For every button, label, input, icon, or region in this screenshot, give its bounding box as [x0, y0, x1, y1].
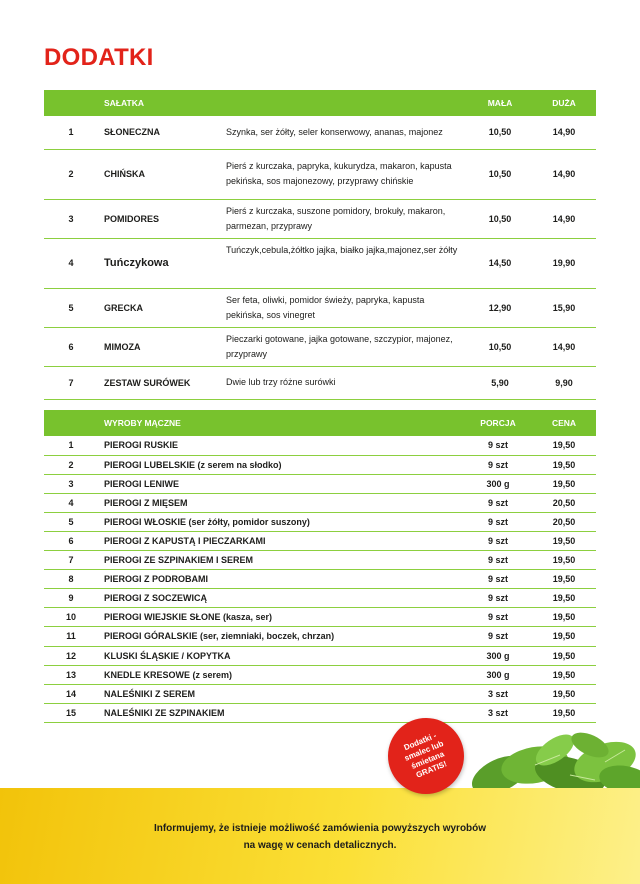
item-number: 9 — [44, 589, 98, 608]
price-large: 14,90 — [532, 149, 596, 199]
table-row — [44, 684, 596, 703]
item-name: PIEROGI Z SOCZEWICĄ — [98, 589, 464, 608]
item-description: Ser feta, oliwki, pomidor świeży, papryka, kapusta pekińska, sos vinegret — [226, 288, 468, 327]
item-number: 13 — [44, 665, 98, 684]
pastry-header-price: CENA — [532, 410, 596, 436]
pastry-rows — [44, 436, 596, 722]
item-portion: 9 szt — [464, 455, 532, 474]
item-number: 2 — [44, 149, 98, 199]
item-portion: 9 szt — [464, 627, 532, 646]
price-large: 19,90 — [532, 238, 596, 288]
table-row — [44, 570, 596, 589]
table-row — [44, 551, 596, 570]
salads-header-small: MAŁA — [468, 90, 532, 116]
item-name: PIEROGI LUBELSKIE (z serem na słodko) — [98, 455, 464, 474]
item-price: 19,50 — [532, 684, 596, 703]
item-description: Tuńczyk,cebula,żółtko jajka, białko jajka,majonez,ser żółty — [226, 238, 468, 288]
table-row — [44, 589, 596, 608]
table-row — [44, 474, 596, 493]
salads-header-row — [44, 90, 596, 116]
item-description: Pieczarki gotowane, jajka gotowane, szczypior, majonez, przyprawy — [226, 327, 468, 366]
item-name: PIEROGI RUSKIE — [98, 436, 464, 455]
item-portion: 3 szt — [464, 703, 532, 722]
item-number: 3 — [44, 474, 98, 493]
item-number: 2 — [44, 455, 98, 474]
price-small: 10,50 — [468, 199, 532, 238]
item-price: 19,50 — [532, 665, 596, 684]
pastry-table — [44, 410, 596, 723]
item-portion: 9 szt — [464, 512, 532, 531]
table-row — [44, 646, 596, 665]
item-price: 19,50 — [532, 436, 596, 455]
item-portion: 300 g — [464, 665, 532, 684]
table-row — [44, 531, 596, 550]
item-price: 20,50 — [532, 493, 596, 512]
table-row — [44, 627, 596, 646]
item-price: 20,50 — [532, 512, 596, 531]
footer-line-2: na wagę w cenach detalicznych. — [243, 840, 397, 851]
item-portion: 9 szt — [464, 551, 532, 570]
item-portion: 9 szt — [464, 570, 532, 589]
item-number: 14 — [44, 684, 98, 703]
item-name: PIEROGI Z KAPUSTĄ I PIECZARKAMI — [98, 531, 464, 550]
price-small: 12,90 — [468, 288, 532, 327]
item-portion: 300 g — [464, 646, 532, 665]
footer-banner — [0, 788, 640, 884]
item-description: Pierś z kurczaka, papryka, kukurydza, makaron, kapusta pekińska, sos majonezowy, przyprawy chińskie — [226, 149, 468, 199]
item-name: POMIDORES — [98, 199, 226, 238]
price-large: 14,90 — [532, 116, 596, 149]
item-number: 3 — [44, 199, 98, 238]
item-price: 19,50 — [532, 703, 596, 722]
item-price: 19,50 — [532, 474, 596, 493]
item-number: 7 — [44, 366, 98, 399]
table-row — [44, 493, 596, 512]
item-portion: 9 szt — [464, 531, 532, 550]
item-price: 19,50 — [532, 551, 596, 570]
price-small: 5,90 — [468, 366, 532, 399]
item-name: PIEROGI LENIWE — [98, 474, 464, 493]
item-name: ZESTAW SURÓWEK — [98, 366, 226, 399]
item-name: PIEROGI ZE SZPINAKIEM I SEREM — [98, 551, 464, 570]
item-portion: 9 szt — [464, 589, 532, 608]
item-name: PIEROGI Z MIĘSEM — [98, 493, 464, 512]
table-row — [44, 665, 596, 684]
item-number: 8 — [44, 570, 98, 589]
item-name: CHIŃSKA — [98, 149, 226, 199]
pastry-header-portion: PORCJA — [464, 410, 532, 436]
item-price: 19,50 — [532, 589, 596, 608]
item-price: 19,50 — [532, 627, 596, 646]
item-name: PIEROGI GÓRALSKIE (ser, ziemniaki, boczek, chrzan) — [98, 627, 464, 646]
item-name: MIMOZA — [98, 327, 226, 366]
spinach-leaves-image — [460, 720, 640, 795]
item-description: Pierś z kurczaka, suszone pomidory, brokuły, makaron, parmezan, przyprawy — [226, 199, 468, 238]
item-name: NALEŚNIKI Z SEREM — [98, 684, 464, 703]
table-row — [44, 436, 596, 455]
item-name: PIEROGI WŁOSKIE (ser żółty, pomidor suszony) — [98, 512, 464, 531]
item-number: 4 — [44, 493, 98, 512]
table-row — [44, 116, 596, 149]
price-small: 10,50 — [468, 116, 532, 149]
item-price: 19,50 — [532, 570, 596, 589]
salads-table — [44, 90, 596, 400]
item-price: 19,50 — [532, 646, 596, 665]
item-name: PIEROGI Z PODROBAMI — [98, 570, 464, 589]
price-large: 14,90 — [532, 199, 596, 238]
table-row — [44, 327, 596, 366]
table-row — [44, 366, 596, 399]
table-row — [44, 288, 596, 327]
salads-header-large: DUŻA — [532, 90, 596, 116]
pastry-header-row — [44, 410, 596, 436]
item-number: 5 — [44, 512, 98, 531]
item-name: NALEŚNIKI ZE SZPINAKIEM — [98, 703, 464, 722]
item-name: GRECKA — [98, 288, 226, 327]
table-row — [44, 455, 596, 474]
price-small: 10,50 — [468, 149, 532, 199]
item-number: 5 — [44, 288, 98, 327]
item-number: 1 — [44, 436, 98, 455]
table-row — [44, 149, 596, 199]
item-portion: 9 szt — [464, 493, 532, 512]
item-number: 15 — [44, 703, 98, 722]
item-price: 19,50 — [532, 531, 596, 550]
page-title: DODATKI — [44, 44, 154, 71]
item-description: Dwie lub trzy różne surówki — [226, 366, 468, 399]
item-number: 7 — [44, 551, 98, 570]
item-name: PIEROGI WIEJSKIE SŁONE (kasza, ser) — [98, 608, 464, 627]
price-large: 15,90 — [532, 288, 596, 327]
item-number: 6 — [44, 327, 98, 366]
pastry-header-name: WYROBY MĄCZNE — [98, 410, 464, 436]
item-number: 10 — [44, 608, 98, 627]
salads-header-name: SAŁATKA — [98, 90, 226, 116]
item-price: 19,50 — [532, 455, 596, 474]
price-large: 14,90 — [532, 327, 596, 366]
table-row — [44, 608, 596, 627]
item-number: 6 — [44, 531, 98, 550]
item-number: 12 — [44, 646, 98, 665]
footer-line-1: Informujemy, że istnieje możliwość zamówienia powyższych wyrobów — [153, 823, 487, 834]
item-description: Szynka, ser żółty, seler konserwowy, ananas, majonez — [226, 116, 468, 149]
table-row — [44, 512, 596, 531]
footer-notice — [0, 820, 640, 854]
price-small: 14,50 — [468, 238, 532, 288]
item-name: KNEDLE KRESOWE (z serem) — [98, 665, 464, 684]
item-name: KLUSKI ŚLĄSKIE / KOPYTKA — [98, 646, 464, 665]
item-portion: 300 g — [464, 474, 532, 493]
table-row — [44, 199, 596, 238]
table-row — [44, 238, 596, 288]
item-name: SŁONECZNA — [98, 116, 226, 149]
promo-text: Dodatki - smalec lub śmietana GRATIS! — [402, 731, 449, 780]
item-portion: 9 szt — [464, 436, 532, 455]
price-large: 9,90 — [532, 366, 596, 399]
item-portion: 9 szt — [464, 608, 532, 627]
item-name: Tuńczykowa — [98, 238, 226, 288]
item-portion: 3 szt — [464, 684, 532, 703]
item-number: 1 — [44, 116, 98, 149]
item-price: 19,50 — [532, 608, 596, 627]
item-number: 4 — [44, 238, 98, 288]
item-number: 11 — [44, 627, 98, 646]
price-small: 10,50 — [468, 327, 532, 366]
